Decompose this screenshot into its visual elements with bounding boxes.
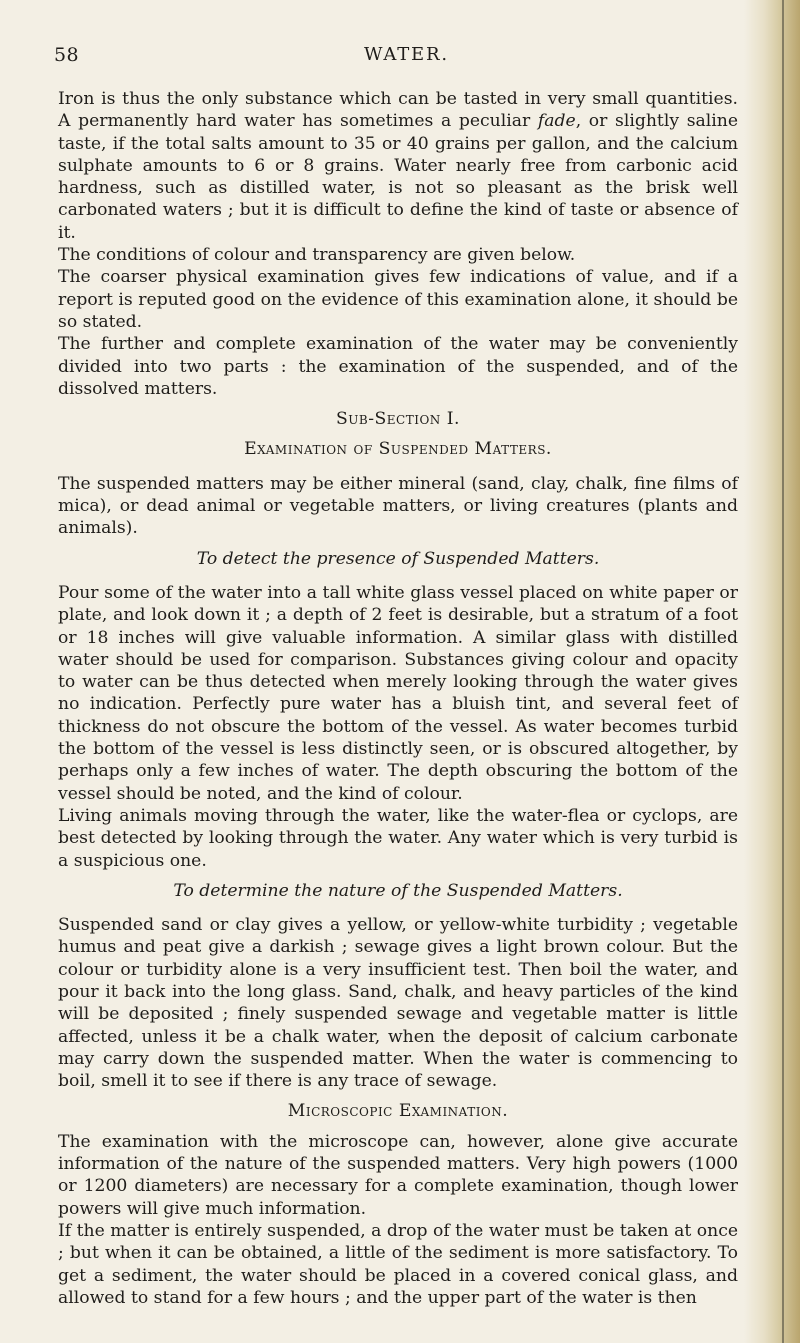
heading-microscopic-examination: Microscopic Examination. xyxy=(287,1101,509,1122)
paragraph-living-animals: Living animals moving through the water, like the water-flea or cyclops, are best detected by looking through the water. Any water which is very turbid is a suspicious one. xyxy=(58,805,738,871)
page-edge-shadow xyxy=(744,0,800,1343)
page-text xyxy=(58,88,738,1309)
paragraph-suspended-matters: The suspended matters may be either mineral (sand, clay, chalk, fine films of mica), or dead animal or vegetable matters, or living creatures (plants and animals). xyxy=(58,473,738,539)
paragraph-taste-text: Iron is thus the only substance which can be tasted in very small quantities. A permanently hard water has sometimes a peculiar xyxy=(58,89,738,132)
page-number: 58 xyxy=(54,44,79,66)
paragraph-coarser-physical: The coarser physical examination gives few indications of value, and if a report is reputed good on the evidence of this examination alone, it should be so stated. xyxy=(58,267,738,332)
page-header xyxy=(54,34,744,74)
paragraph-microscope: The examination with the microscope can, however, alone give accurate information of the nature of the suspended matters. Very high powers (1000 or 1200 diameters) are necessary for a complete examination, though lower powers will give much information. xyxy=(58,1131,738,1219)
section-title: Examination of Suspended Matters. xyxy=(244,439,552,460)
running-head: WATER. xyxy=(364,44,449,65)
heading-detect-presence: To detect the presence of Suspended Matters. xyxy=(196,548,600,569)
italic-word-fade: fade xyxy=(537,111,576,132)
page-edge-line xyxy=(782,0,784,1343)
sub-section-heading: Sub-Section I. xyxy=(335,409,461,430)
paragraph-suspended-sand: Suspended sand or clay gives a yellow, or yellow-white turbidity ; vegetable humus and peat give a darkish ; sewage gives a light brown colour. But the colour or turbidity alone is a very insufficient test. Then boil the water, and pour it back into the long glass. Sand, chalk, and heavy particles of the kind will be deposited ; finely suspended sewage and vegetable matter is little affected, unless it be a chalk water, when the deposit of calcium carbonate may carry down the suspended matter. When the water is commencing to boil, smell it to see if there is any trace of sewage. xyxy=(58,915,738,1092)
paragraph-sediment: If the matter is entirely suspended, a drop of the water must be taken at once ; but when it can be obtained, a little of the sediment is more satisfactory. To get a sediment, the water should be placed in a covered conical glass, and allowed to stand for a few hours ; and the upper part of the water is then xyxy=(58,1220,738,1308)
paragraph-taste-tail: , or slightly saline taste, if the total salts amount to 35 or 40 grains per gallon, and the calcium sulphate amounts to 6 or 8 grains. Water nearly free from carbonic acid hardness, such as distilled water, is not so pleasant as the brisk well carbonated waters ; but it is difficult to define the kind of taste or absence of it. xyxy=(58,111,738,243)
paragraph-taste xyxy=(58,88,738,244)
heading-determine-nature: To determine the nature of the Suspended Matters. xyxy=(173,880,623,901)
paragraph-colour: The conditions of colour and transparency are given below. xyxy=(58,245,576,266)
paragraph-pour-water: Pour some of the water into a tall white glass vessel placed on white paper or plate, and look down it ; a depth of 2 feet is desirable, but a stratum of a foot or 18 inches will give valuable information. A similar glass with distilled water should be used for comparison. Substances giving colour and opacity to water can be thus detected when merely looking through the water gives no indication. Perfectly pure water has a bluish tint, and several feet of thickness do not obscure the bottom of the vessel. As water becomes turbid the bottom of the vessel is less distinctly seen, or is obscured altogether, by perhaps only a few inches of water. The depth obscuring the bottom of the vessel should be noted, and the kind of colour. xyxy=(58,582,738,804)
paragraph-further-examination: The further and complete examination of the water may be conveniently divided into two parts : the examination of the suspended, and of the dissolved matters. xyxy=(58,334,738,399)
